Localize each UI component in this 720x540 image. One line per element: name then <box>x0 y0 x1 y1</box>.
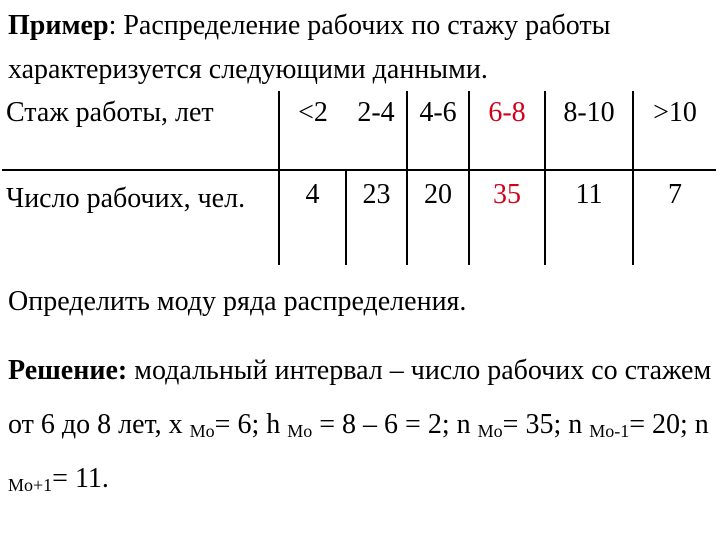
solution-text-2: = 6; h <box>214 409 288 440</box>
solution-label: Решение: <box>8 355 128 386</box>
solution-text-1: модальный интервал – число рабочих со стажем от 6 до 8 лет, x <box>8 355 712 440</box>
intro-paragraph <box>8 4 713 92</box>
distribution-table <box>2 91 716 265</box>
count-cell-modal: 35 <box>469 170 545 265</box>
solution-text-3: = 8 – 6 = 2; n <box>312 409 478 440</box>
solution-text-5: = 20; n <box>629 409 709 440</box>
subscript-mo: Mo <box>189 421 215 441</box>
example-label: Пример <box>8 10 109 41</box>
count-cell: 4 <box>279 170 346 265</box>
row-label-experience: Стаж работы, лет <box>2 91 279 170</box>
task-text: Определить моду ряда распределения. <box>8 286 467 317</box>
interval-cell: 2-4 <box>346 91 407 170</box>
intro-text: : Распределение рабочих по стажу работы характеризуется следующими данными. <box>8 10 611 85</box>
subscript-mo-plus-1: Mo+1 <box>8 475 53 495</box>
count-cell: 7 <box>633 170 716 265</box>
row-label-workers: Число рабочих, чел. <box>6 183 246 214</box>
subscript-mo: Mo <box>477 421 503 441</box>
solution-text-6: = 11. <box>52 463 109 494</box>
interval-cell: 4-6 <box>407 91 469 170</box>
count-cell: 11 <box>545 170 633 265</box>
subscript-mo-minus-1: Mo-1 <box>589 421 630 441</box>
interval-cell: 8-10 <box>545 91 633 170</box>
solution-text-4: = 35; n <box>502 409 590 440</box>
count-cell: 23 <box>346 170 407 265</box>
interval-cell: >10 <box>633 91 716 170</box>
subscript-mo: Mo <box>287 421 313 441</box>
solution-paragraph <box>8 344 713 506</box>
interval-cell: <2 <box>279 91 346 170</box>
interval-cell-modal: 6-8 <box>469 91 545 170</box>
table-row-experience <box>2 91 716 170</box>
count-cell: 20 <box>407 170 469 265</box>
table-row-workers <box>2 170 716 265</box>
